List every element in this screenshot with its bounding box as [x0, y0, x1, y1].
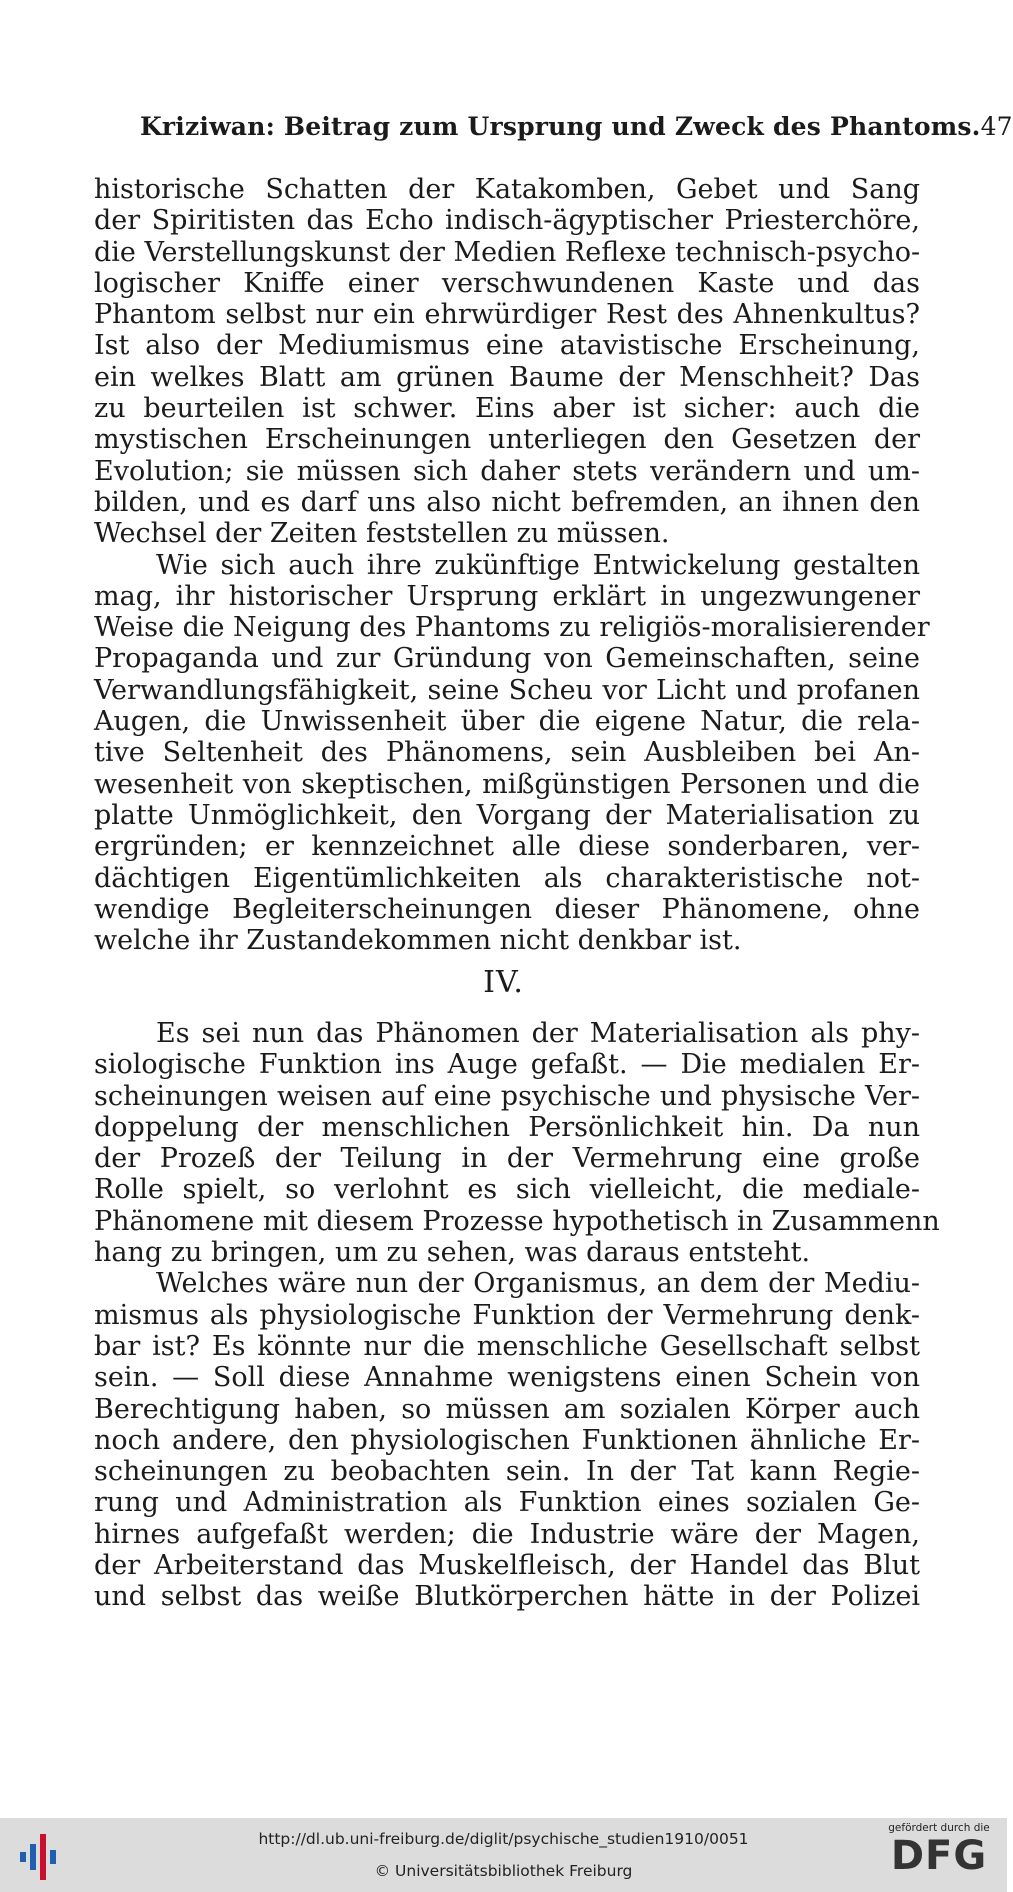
text-line: Welches wäre nun der Organismus, an dem der Mediu-	[156, 1268, 920, 1300]
text-line: tive Seltenheit des Phänomens, sein Ausbleiben bei An-	[94, 737, 920, 769]
text-line: Berechtigung haben, so müssen am sozialen Körper auch	[94, 1393, 920, 1425]
running-title: Kriziwan: Beitrag zum Ursprung und Zweck des Phantoms.	[140, 112, 981, 141]
viewer-footer	[0, 1818, 1007, 1892]
dfg-logo: DFG	[890, 1833, 988, 1879]
text-line: scheinungen weisen auf eine psychische und physische Ver-	[94, 1080, 920, 1112]
text-line: Augen, die Unwissenheit über die eigene Natur, die rela-	[94, 706, 920, 738]
text-line: scheinungen zu beobachten sein. In der Tat kann Regie-	[94, 1456, 920, 1488]
text-line: Ist also der Mediumismus eine atavistische Erscheinung,	[94, 330, 920, 362]
text-line: Es sei nun das Phänomen der Materialisation als phy-	[156, 1018, 920, 1049]
text-line: die Verstellungskunst der Medien Reflexe technisch-psycho-	[94, 236, 921, 268]
running-header	[140, 112, 1013, 141]
text-line: bilden, und es darf uns also nicht befremden, an ihnen den	[94, 486, 920, 518]
text-line: Weise die Neigung des Phantoms zu religiös-moralisierender	[94, 612, 930, 644]
text-line: dächtigen Eigentümlichkeiten als charakteristische not-	[94, 862, 920, 894]
text-line: Wechsel der Zeiten feststellen zu müssen.	[94, 518, 670, 550]
body-text-block-2	[94, 1018, 940, 1613]
copyright-notice: © Universitätsbibliothek Freiburg	[374, 1862, 633, 1880]
text-line: sein. — Soll diese Annahme wenigstens einen Schein von	[94, 1362, 920, 1394]
text-line: wendige Begleiterscheinungen dieser Phänomene, ohne	[94, 893, 920, 925]
page-number: 47	[980, 112, 1013, 141]
text-line: bar ist? Es könnte nur die menschliche Gesellschaft selbst	[94, 1330, 920, 1362]
text-line: historische Schatten der Katakomben, Gebet und Sang	[94, 174, 920, 205]
text-line: zu beurteilen ist schwer. Eins aber ist sicher: auch die	[94, 393, 920, 425]
text-line: welche ihr Zustandekommen nicht denkbar ist.	[94, 925, 742, 957]
text-line: noch andere, den physiologischen Funktionen ähnliche Er-	[94, 1424, 920, 1456]
text-line: siologische Funktion ins Auge gefaßt. — Die medialen Er-	[94, 1049, 920, 1081]
text-line: Verwandlungsfähigkeit, seine Scheu vor Licht und profanen	[94, 674, 920, 706]
text-line: Phänomene mit diesem Prozesse hypothetisch in Zusammenn	[94, 1205, 940, 1237]
text-line: doppelung der menschlichen Persönlichkeit hin. Da nun	[94, 1111, 920, 1143]
dfg-funding-badge	[885, 1822, 993, 1886]
text-line: und selbst das weiße Blutkörperchen hätte in der Polizei	[94, 1581, 920, 1613]
text-line: wesenheit von skeptischen, mißgünstigen Personen und die	[94, 768, 920, 800]
text-line: Phantom selbst nur ein ehrwürdiger Rest des Ahnenkultus?	[94, 299, 920, 331]
text-line: ein welkes Blatt am grünen Baume der Menschheit? Das	[94, 361, 920, 393]
section-heading: IV.	[483, 965, 524, 1000]
text-line: Wie sich auch ihre zukünftige Entwickelung gestalten	[156, 549, 920, 581]
dfg-caption: gefördert durch die	[888, 1822, 990, 1834]
text-line: Rolle spielt, so verlohnt es sich vielleicht, die mediale-	[94, 1174, 920, 1206]
text-line: logischer Kniffe einer verschwundenen Kaste und das	[94, 267, 920, 299]
permalink-url[interactable]: http://dl.ub.uni-freiburg.de/diglit/psychische_studien1910/0051	[258, 1830, 749, 1848]
text-line: der Arbeiterstand das Muskelfleisch, der Handel das Blut	[94, 1550, 920, 1582]
text-line: rung und Administration als Funktion eines sozialen Ge-	[94, 1487, 920, 1519]
text-line: mag, ihr historischer Ursprung erklärt in ungezwungener	[94, 580, 920, 612]
text-line: hang zu bringen, um zu sehen, was daraus entsteht.	[94, 1237, 811, 1269]
text-line: platte Unmöglichkeit, den Vorgang der Materialisation zu	[94, 799, 920, 831]
text-line: Evolution; sie müssen sich daher stets verändern und um-	[94, 455, 920, 487]
text-line: mismus als physiologische Funktion der Vermehrung denk-	[94, 1299, 920, 1331]
text-line: Propaganda und zur Gründung von Gemeinschaften, seine	[94, 643, 920, 675]
text-line: mystischen Erscheinungen unterliegen den Gesetzen der	[94, 424, 920, 456]
text-line: der Spiritisten das Echo indisch-ägyptischer Priesterchöre,	[94, 205, 920, 237]
text-line: hirnes aufgefaßt werden; die Industrie wäre der Magen,	[94, 1518, 920, 1550]
body-text-block-1	[94, 174, 930, 957]
text-line: ergründen; er kennzeichnet alle diese sonderbaren, ver-	[94, 831, 920, 863]
text-line: der Prozeß der Teilung in der Vermehrung eine große	[94, 1143, 920, 1175]
